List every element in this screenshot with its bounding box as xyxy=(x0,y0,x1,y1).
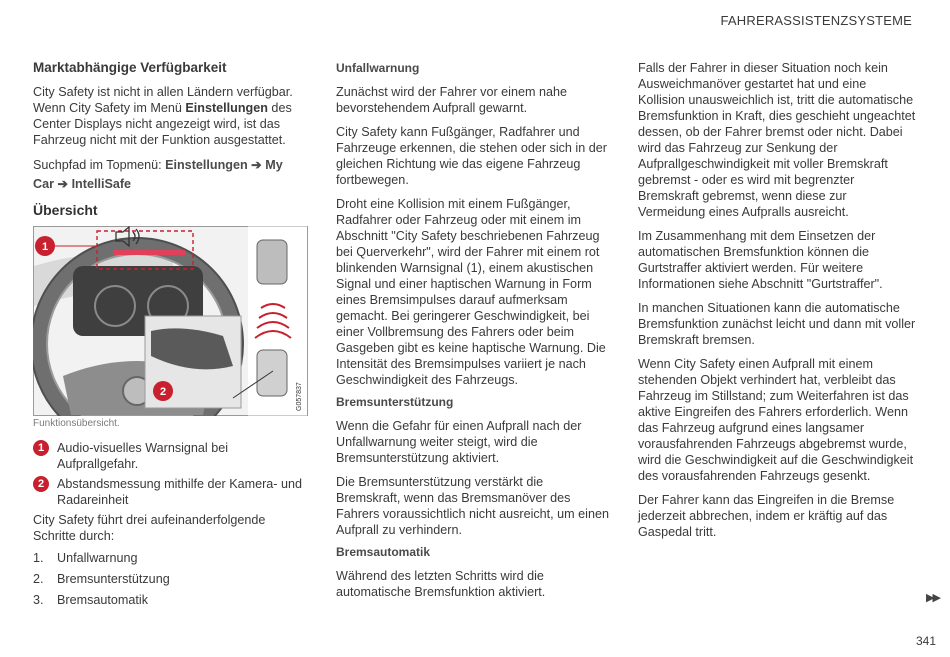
menu-path-mycar: My Car xyxy=(33,158,283,191)
list-item xyxy=(33,571,305,587)
legend-badge-1: 1 xyxy=(33,440,49,456)
steps-list xyxy=(33,550,305,608)
auto-brake-heading: Bremsautomatik xyxy=(336,545,431,559)
legend-item-1 xyxy=(33,440,305,472)
legend-text-2: Abstandsmessung mithilfe der Kamera- und Radareinheit xyxy=(57,477,303,507)
column-right xyxy=(638,60,916,548)
page-number: 341 xyxy=(915,634,936,648)
right-paragraph-4: Wenn City Safety einen Aufprall mit einem stehenden Objekt verhindert hat, verbleibt das Fahrzeug im Stillstand; zum Weiterfahren ist das aktive Eingreifen des Fahrers erforderlich. Wenn das Fahrzeug aufgrund eines langsamer vorausfahrenden Fahrzeugs abgebremst wurde, wird die Geschwindigkeit auf die Geschwindigkeit des vorausfahrenden Fahrzeugs gesenkt. xyxy=(638,357,914,483)
warning-paragraph-3: Droht eine Kollision mit einem Fußgänger, Radfahrer oder Fahrzeug oder mit einem im Abschnitt "City Safety beschriebenen Fahrzeug bei Querverkehr", wird der Fahrer mit einem rot blinkenden Warnsignal (1), einem akustischen Signal und einer haptischen Warnung in Form eines Bremsimpulses darauf aufmerksam gemacht. Bei geringerer Geschwindigkeit, bei einer Vollbremsung des Fahrers oder beim Gasgeben gibt es keine haptische Warnung. Die Intensität des Bremsimpulses variiert je nach Geschwindigkeit des Fahrzeugs. xyxy=(336,197,606,387)
step-number: 3. xyxy=(33,593,44,607)
image-code: G057837 xyxy=(296,382,303,411)
right-paragraph-2: Im Zusammenhang mit dem Einsetzen der automatischen Bremsfunktion können die Gurtstraffer aktiviert werden. Für weitere Informationen siehe Abschnitt "Gurtstraffer". xyxy=(638,229,883,291)
legend-text-1: Audio-visuelles Warnsignal bei Aufprallgefahr. xyxy=(57,441,229,471)
chapter-title: FAHRERASSISTENZSYSTEME xyxy=(720,13,912,28)
auto-brake-paragraph: Während des letzten Schritts wird die automatische Bremsfunktion aktiviert. xyxy=(336,569,546,599)
settings-label: Einstellungen xyxy=(185,101,268,115)
right-paragraph-1: Falls der Fahrer in dieser Situation noch kein Ausweichmanöver gestartet hat und eine Kollision unausweichlich ist, tritt die automatische Bremsfunktion in Kraft, dies geschieht ungeachtet dessen, ob der Fahrer bremst oder nicht. Dabei wird das Fahrzeug zur Senkung der Aufprallgeschwindigkeit mit voller Bremskraft gebremst - oder es wird mit begrenzter Bremskraft gebremst, wenn diese zur Vermeidung eines Aufpralls ausreicht. xyxy=(638,61,916,219)
right-paragraph-3: In manchen Situationen kann die automatische Bremsfunktion zunächst leicht und dann mit voller Bremskraft bremsen. xyxy=(638,301,916,347)
continue-arrow-icon: ▶▶ xyxy=(926,592,939,604)
list-item xyxy=(33,550,305,566)
function-overview-illustration xyxy=(33,226,308,416)
brake-assist-heading: Bremsunterstützung xyxy=(336,395,454,409)
menu-path-intellisafe: IntelliSafe xyxy=(71,177,132,191)
arrow-icon: ➔ xyxy=(251,158,262,172)
warning-paragraph-1: Zunächst wird der Fahrer vor einem nahe bevorstehendem Aufprall gewarnt. xyxy=(336,85,567,115)
brake-assist-paragraph-2: Die Bremsunterstützung verstärkt die Bremskraft, wenn das Bremsmanöver des Fahrers voraussichtlich nicht ausreicht, um einen Aufprall zu verhindern. xyxy=(336,475,609,537)
market-text-end: des Center Displays nicht angezeigt wird, ist das Fahrzeug nicht mit der Funktion ausgestattet. xyxy=(33,101,292,147)
step-number: 2. xyxy=(33,572,44,586)
figure-badge-1: 1 xyxy=(41,241,49,253)
figure-caption: Funktionsübersicht. xyxy=(33,418,120,429)
overview-heading: Übersicht xyxy=(33,202,98,218)
market-heading: Marktabhängige Verfügbarkeit xyxy=(33,60,227,75)
column-middle xyxy=(336,60,611,608)
brake-assist-paragraph-1: Wenn die Gefahr für einen Aufprall nach der Unfallwarnung weiter steigt, wird die Bremsunterstützung aktiviert. xyxy=(336,419,582,465)
menu-path-settings: Einstellungen xyxy=(165,158,248,172)
step-number: 1. xyxy=(33,551,44,565)
legend-item-2 xyxy=(33,476,305,508)
menu-path xyxy=(33,156,305,194)
step-label: Bremsunterstützung xyxy=(57,572,170,586)
market-paragraph xyxy=(33,84,305,148)
list-item xyxy=(33,592,305,608)
market-text: City Safety ist nicht in allen Ländern verfügbar. Wenn City Safety im Menü xyxy=(33,85,293,115)
function-overview-figure xyxy=(33,226,308,416)
steps-intro: City Safety führt drei aufeinanderfolgende Schritte durch: xyxy=(33,513,266,543)
legend-badge-2: 2 xyxy=(33,476,49,492)
warning-heading: Unfallwarnung xyxy=(336,61,420,75)
column-left xyxy=(33,60,305,613)
figure-badge-2: 2 xyxy=(159,386,167,398)
menu-path-prefix: Suchpfad im Topmenü: xyxy=(33,158,166,172)
warning-paragraph-2: City Safety kann Fußgänger, Radfahrer und Fahrzeuge erkennen, die stehen oder sich in der gleichen Richtung wie das eigene Fahrzeug fortbewegen. xyxy=(336,125,607,187)
arrow-icon: ➔ xyxy=(57,177,69,191)
step-label: Bremsautomatik xyxy=(57,593,148,607)
step-label: Unfallwarnung xyxy=(57,551,138,565)
right-paragraph-5: Der Fahrer kann das Eingreifen in die Bremse jederzeit abbrechen, indem er kräftig auf das Gaspedal tritt. xyxy=(638,493,895,539)
